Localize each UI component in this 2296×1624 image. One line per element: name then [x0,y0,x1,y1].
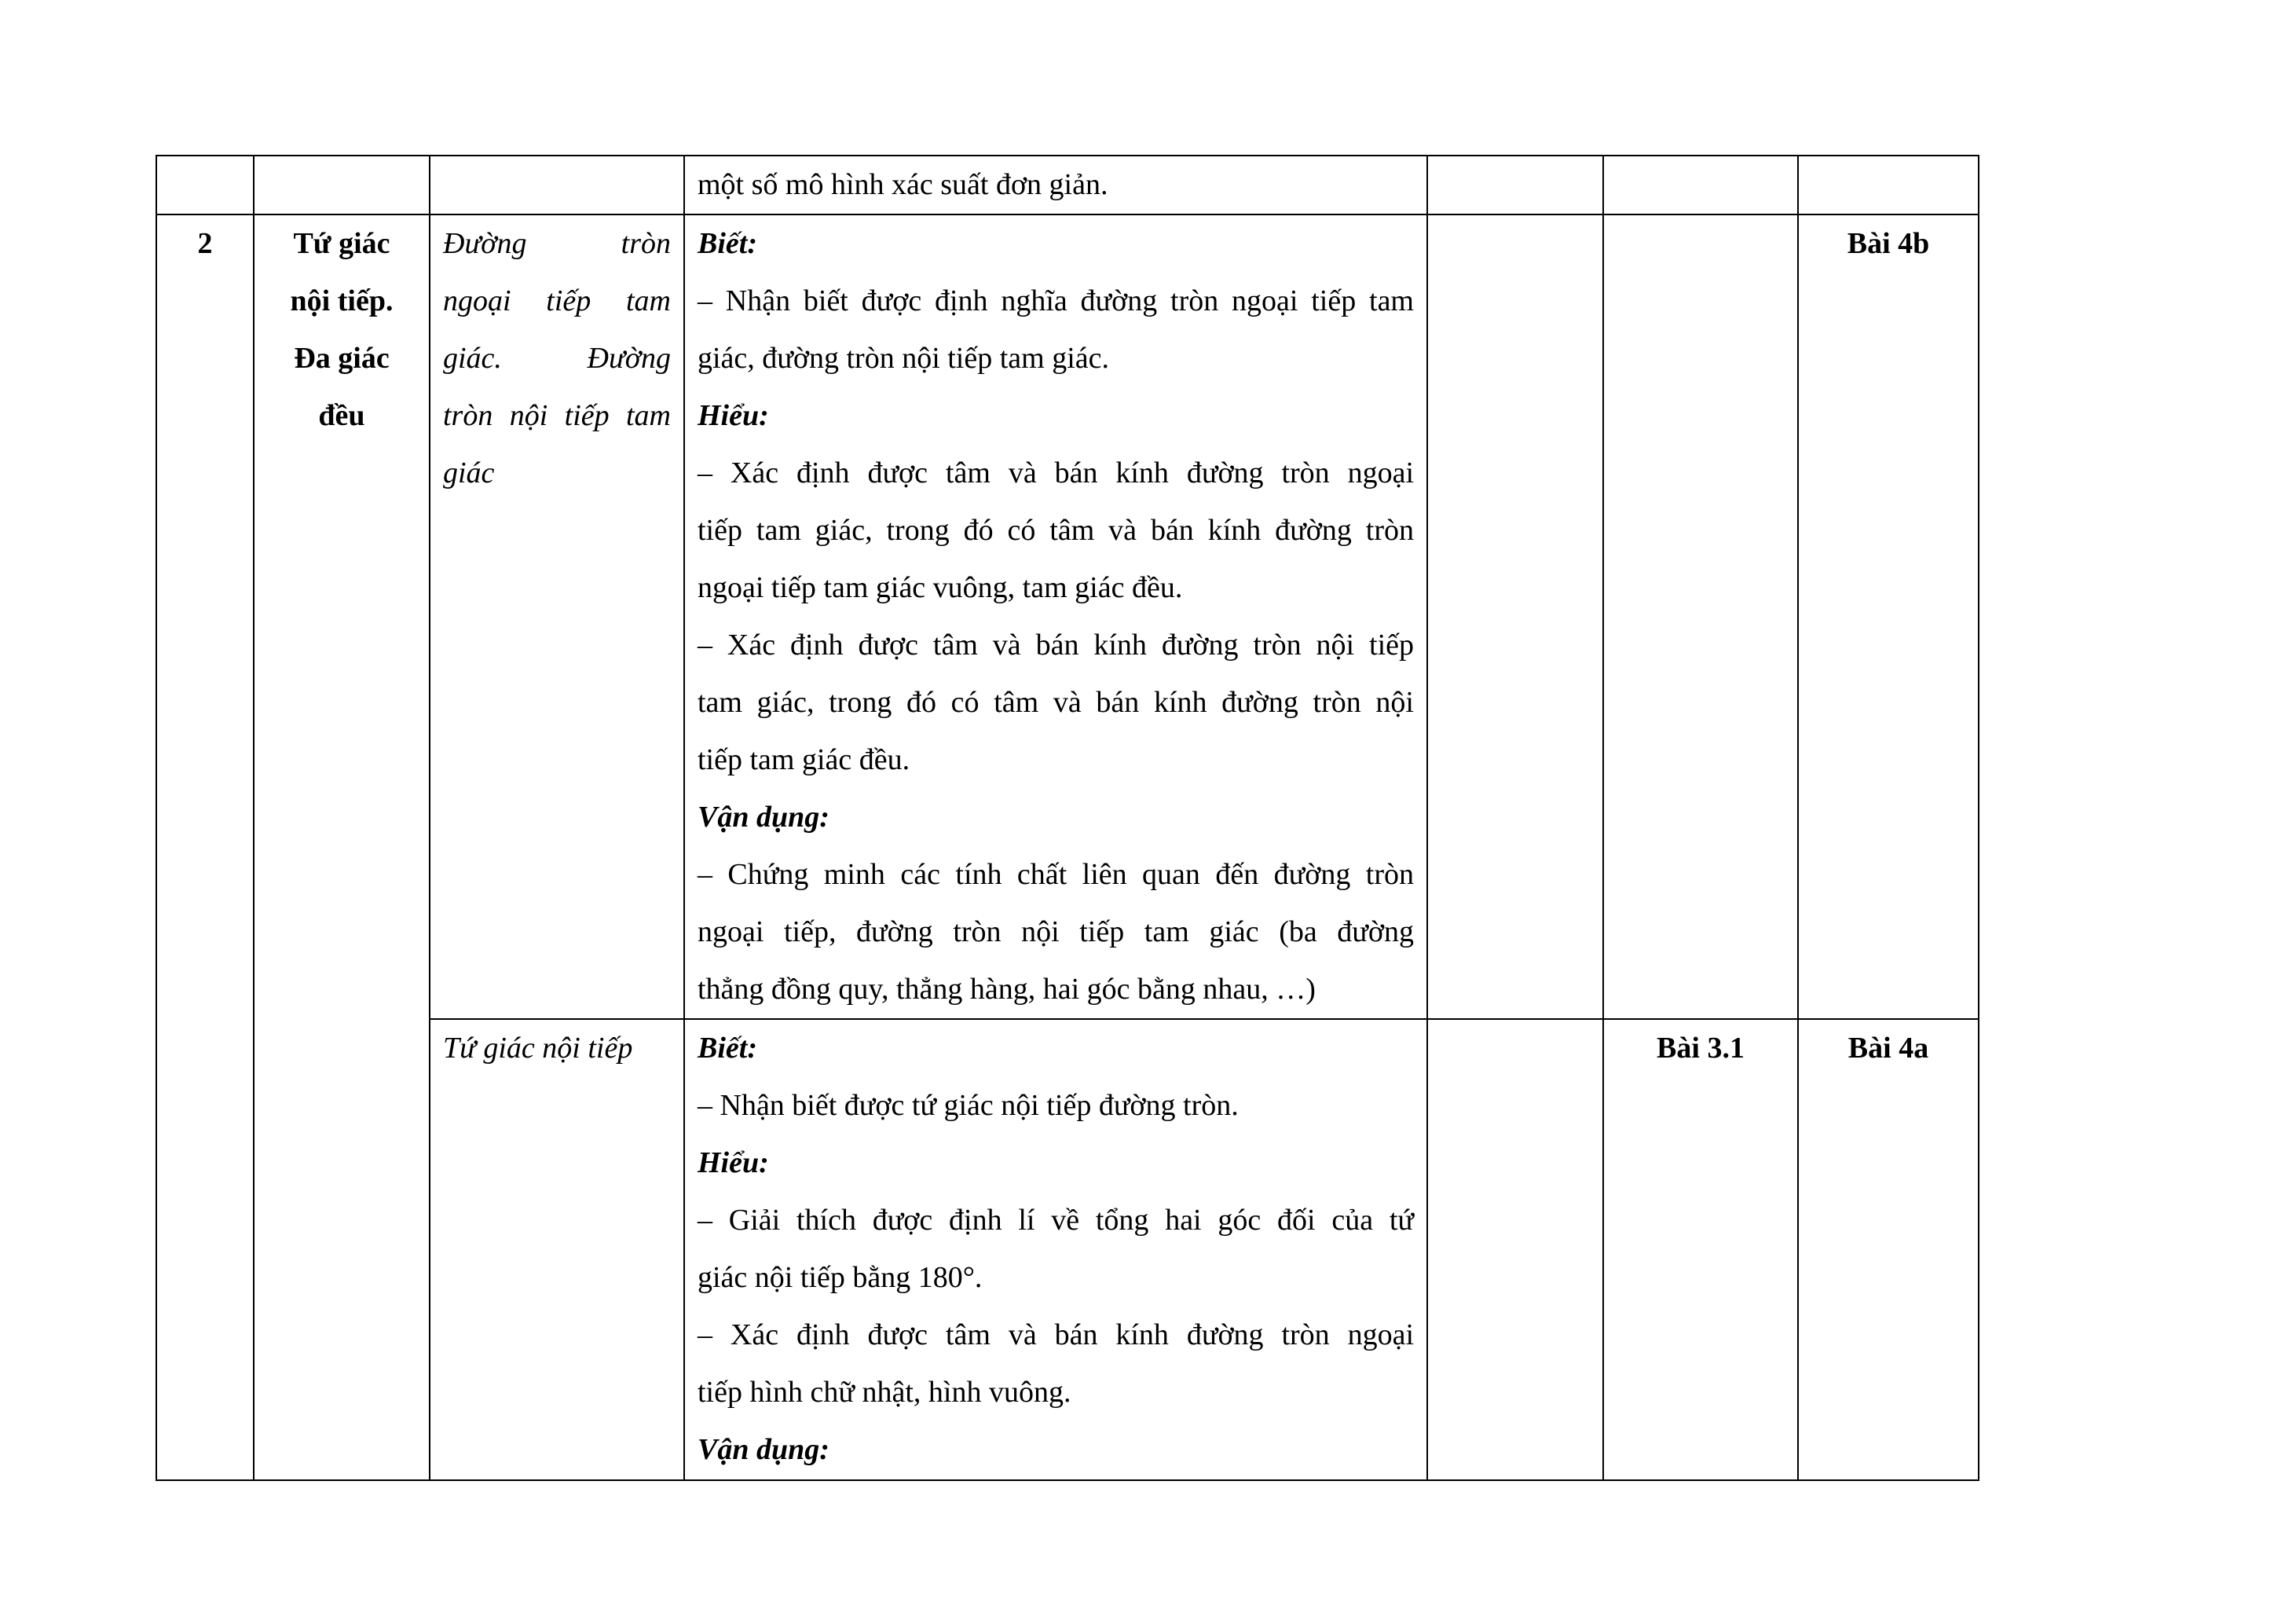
cell-level-1 [1427,1019,1603,1480]
cell-unit-circumcircle-incircle: Đường tròn ngoại tiếp tam giác. Đường tròn nội tiếp tam giác [430,214,684,1019]
content-line: ngoại tiếp tam giác vuông, tam giác đều. [698,571,1183,604]
cell-level-3-exercise: Bài 4a [1798,1019,1979,1480]
content-line: tam giác, trong đó có tâm và bán kính đường tròn nội [698,686,1414,719]
content-line: tiếp tam giác đều. [698,743,910,776]
content-line: ngoại tiếp, đường tròn nội tiếp tam giác (ba đường [698,915,1414,948]
specification-table [156,155,1979,1481]
level-heading-biet: Biết: [698,1032,757,1065]
table-row-cyclic-quadrilateral [156,1019,1979,1480]
content-line: – Nhận biết được tứ giác nội tiếp đường tròn. [698,1089,1239,1122]
table-row-continued [156,156,1979,214]
content-line: – Xác định được tâm và bán kính đường tròn ngoại [698,1318,1414,1351]
cell-topic-title: Tứ giác nội tiếp. Đa giác đều [254,214,430,1480]
content-line: một số mô hình xác suất đơn giản. [698,168,1108,201]
content-line: – Nhận biết được định nghĩa đường tròn ngoại tiếp tam [698,284,1414,317]
level-heading-van-dung: Vận dụng: [698,1433,829,1466]
cell-topic-number: 2 [156,214,254,1480]
cell-requirements-circles [684,214,1427,1019]
level-heading-van-dung: Vận dụng: [698,801,829,834]
table-row-topic-2 [156,214,1979,1019]
cell-number-empty [156,156,254,214]
cell-level-1-empty [1427,156,1603,214]
content-line: tiếp hình chữ nhật, hình vuông. [698,1376,1071,1409]
content-line: – Giải thích được định lí về tổng hai góc đối của tứ [698,1204,1414,1237]
level-heading-biet: Biết: [698,227,757,260]
cell-unit-cyclic-quadrilateral: Tứ giác nội tiếp [430,1019,684,1480]
cell-unit-empty [430,156,684,214]
content-line: giác nội tiếp bằng 180°. [698,1261,983,1294]
content-line: giác, đường tròn nội tiếp tam giác. [698,342,1110,375]
cell-level-1 [1427,214,1603,1019]
level-heading-hieu: Hiểu: [698,399,769,432]
cell-content-continued [684,156,1427,214]
cell-level-3-exercise: Bài 4b [1798,214,1979,1019]
content-line: – Xác định được tâm và bán kính đường tròn nội tiếp [698,629,1414,662]
cell-level-2 [1603,214,1798,1019]
level-heading-hieu: Hiểu: [698,1146,769,1179]
cell-level-3-empty [1798,156,1979,214]
cell-topic-empty [254,156,430,214]
content-line: tiếp tam giác, trong đó có tâm và bán kính đường tròn [698,514,1414,547]
cell-level-2-empty [1603,156,1798,214]
content-line: – Chứng minh các tính chất liên quan đến đường tròn [698,858,1414,891]
content-line: thẳng đồng quy, thẳng hàng, hai góc bằng nhau, …) [698,973,1316,1006]
cell-level-2-exercise: Bài 3.1 [1603,1019,1798,1480]
cell-requirements-cyclic [684,1019,1427,1480]
content-line: – Xác định được tâm và bán kính đường tròn ngoại [698,456,1414,489]
